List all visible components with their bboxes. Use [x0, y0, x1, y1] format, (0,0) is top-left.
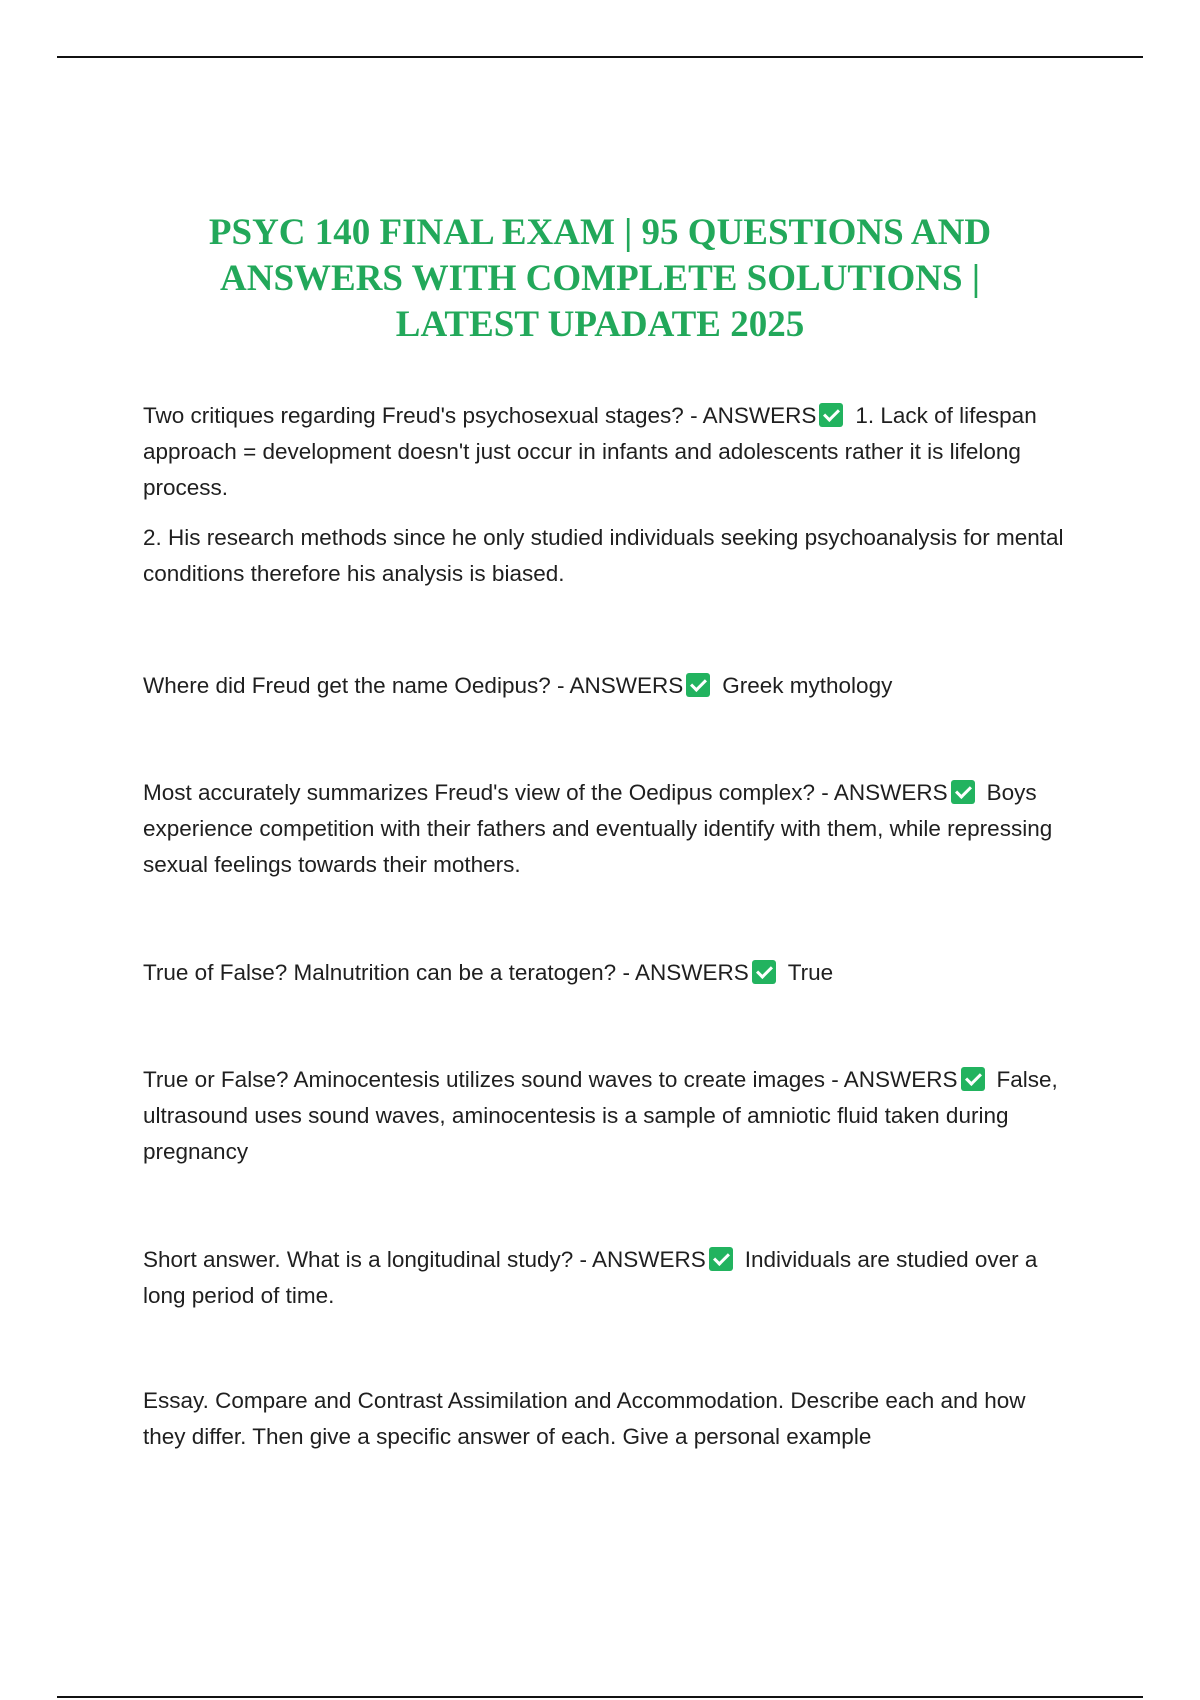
check-mark-icon	[752, 960, 776, 984]
qa-paragraph	[143, 775, 1068, 883]
question-text: True of False? Malnutrition can be a teratogen? -	[143, 960, 635, 985]
check-mark-icon	[961, 1067, 985, 1091]
qa-paragraph	[143, 398, 1068, 506]
qa-item	[143, 955, 1068, 991]
answer-text: Individuals are studied over a long period of time.	[143, 1247, 1038, 1308]
answer-text: 1. Lack of lifespan approach = development doesn't just occur in infants and adolescents rather it is lifelong process.	[143, 403, 1037, 500]
qa-paragraph	[143, 668, 1068, 704]
question-text: Short answer. What is a longitudinal study? -	[143, 1247, 592, 1272]
title-line-3: LATEST UPADATE 2025	[395, 304, 805, 345]
question-text: Most accurately summarizes Freud's view of the Oedipus complex? -	[143, 780, 834, 805]
qa-item	[143, 1242, 1068, 1314]
question-text: Where did Freud get the name Oedipus? -	[143, 673, 570, 698]
answer-text: Greek mythology	[722, 673, 893, 698]
answer-text: True	[787, 960, 834, 985]
check-mark-icon	[686, 673, 710, 697]
title-line-2: ANSWERS WITH COMPLETE SOLUTIONS |	[220, 258, 980, 299]
answers-marker: ANSWERS	[569, 673, 684, 698]
answers-marker: ANSWERS	[634, 960, 749, 985]
answers-marker: ANSWERS	[833, 780, 948, 805]
answers-marker: ANSWERS	[592, 1247, 706, 1272]
qa-paragraph	[143, 1383, 1068, 1455]
document-title	[150, 210, 1050, 348]
qa-item	[143, 1383, 1068, 1455]
check-mark-icon	[819, 403, 843, 427]
qa-item	[143, 1062, 1068, 1170]
qa-paragraph	[143, 1062, 1068, 1170]
qa-item	[143, 668, 1068, 704]
check-mark-icon	[951, 780, 975, 804]
title-line-1: PSYC 140 FINAL EXAM | 95 QUESTIONS AND	[208, 212, 992, 253]
top-rule	[57, 56, 1143, 58]
check-mark-icon	[709, 1247, 733, 1271]
answers-marker: ANSWERS	[702, 403, 817, 428]
answers-marker: ANSWERS	[843, 1067, 958, 1092]
bottom-rule	[57, 1696, 1143, 1698]
qa-paragraph	[143, 955, 1068, 991]
answer-text: False, ultrasound uses sound waves, aminocentesis is a sample of amniotic fluid taken during pregnancy	[143, 1067, 1058, 1164]
answer-continuation: 2. His research methods since he only studied individuals seeking psychoanalysis for mental conditions therefore his analysis is biased.	[143, 525, 1064, 586]
question-text: Two critiques regarding Freud's psychosexual stages? -	[143, 403, 703, 428]
question-text: True or False? Aminocentesis utilizes sound waves to create images -	[143, 1067, 844, 1092]
qa-item	[143, 775, 1068, 883]
answer-text: Boys experience competition with their fathers and eventually identify with them, while repressing sexual feelings towards their mothers.	[143, 780, 1053, 877]
qa-item	[143, 398, 1068, 592]
qa-paragraph	[143, 1242, 1068, 1314]
question-text: Essay. Compare and Contrast Assimilation and Accommodation. Describe each and how they differ. Then give a specific answer of each. Give a personal example	[143, 1388, 1026, 1449]
